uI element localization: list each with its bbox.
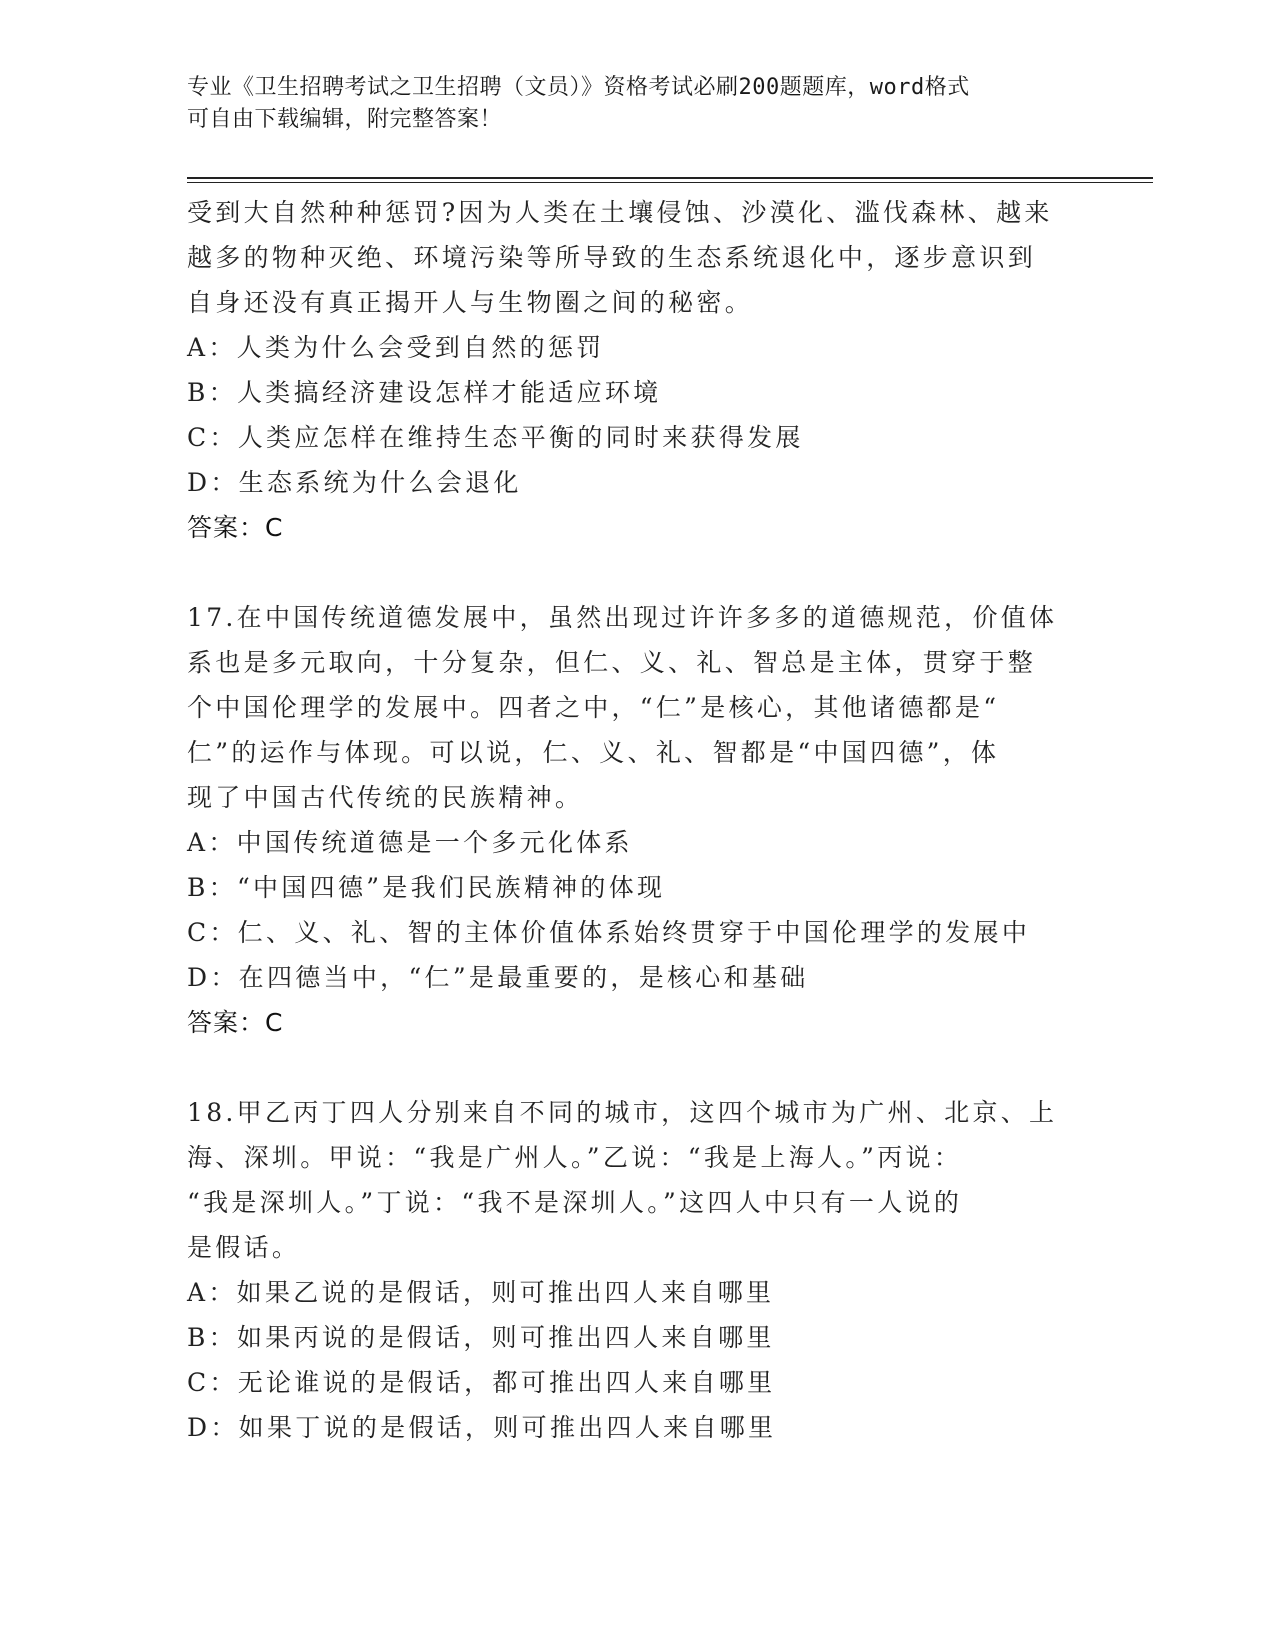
option-a: A：人类为什么会受到自然的惩罚: [187, 333, 605, 362]
option-c: C：无论谁说的是假话，都可推出四人来自哪里: [187, 1368, 776, 1397]
question-16: [187, 190, 1067, 550]
header-divider-thin: [187, 182, 1153, 183]
option-d: D：生态系统为什么会退化: [187, 468, 522, 497]
question-stem-line: 越多的物种灭绝、环境污染等所导致的生态系统退化中，逐步意识到: [187, 243, 1037, 272]
document-header: [187, 72, 1087, 136]
question-stem-line: 现了中国古代传统的民族精神。: [187, 783, 584, 812]
question-stem-line: 17.在中国传统道德发展中，虽然出现过许许多多的道德规范，价值体: [187, 603, 1058, 632]
option-d: D：如果丁说的是假话，则可推出四人来自哪里: [187, 1413, 777, 1442]
question-18: [187, 1090, 1067, 1450]
question-stem-line: 系也是多元取向，十分复杂，但仁、义、礼、智总是主体，贯穿于整: [187, 648, 1037, 677]
option-d: D：在四德当中，“仁”是最重要的，是核心和基础: [187, 963, 809, 992]
header-title-line-1: 专业《卫生招聘考试之卫生招聘（文员）》资格考试必刷200题题库，word格式: [187, 75, 970, 100]
question-stem-line: 海、深圳。甲说：“我是广州人。”乙说：“我是上海人。”丙说：: [187, 1143, 963, 1172]
spacer: [187, 1045, 1067, 1090]
question-17: [187, 595, 1067, 1045]
question-stem-line: 受到大自然种种惩罚?因为人类在土壤侵蚀、沙漠化、滥伐森林、越来: [187, 198, 1053, 227]
question-stem-line: 是假话。: [187, 1233, 301, 1262]
question-stem-line: 18.甲乙丙丁四人分别来自不同的城市，这四个城市为广州、北京、上: [187, 1098, 1058, 1127]
question-stem-line: 自身还没有真正揭开人与生物圈之间的秘密。: [187, 288, 754, 317]
option-c: C：人类应怎样在维持生态平衡的同时来获得发展: [187, 423, 804, 452]
spacer: [187, 550, 1067, 595]
answer-label: 答案：C: [187, 513, 284, 542]
document-body: [187, 190, 1067, 1450]
question-stem-line: 仁”的运作与体现。可以说，仁、义、礼、智都是“中国四德”，体: [187, 738, 1000, 767]
option-c: C：仁、义、礼、智的主体价值体系始终贯穿于中国伦理学的发展中: [187, 918, 1031, 947]
option-a: A：中国传统道德是一个多元化体系: [187, 828, 633, 857]
option-b: B：如果丙说的是假话，则可推出四人来自哪里: [187, 1323, 775, 1352]
header-title-line-2: 可自由下载编辑，附完整答案！: [187, 107, 503, 132]
option-a: A：如果乙说的是假话，则可推出四人来自哪里: [187, 1278, 775, 1307]
header-divider-thick: [187, 177, 1153, 179]
option-b: B：“中国四德”是我们民族精神的体现: [187, 873, 666, 902]
option-b: B：人类搞经济建设怎样才能适应环境: [187, 378, 662, 407]
answer-label: 答案：C: [187, 1008, 284, 1037]
question-stem-line: “我是深圳人。”丁说：“我不是深圳人。”这四人中只有一人说的: [187, 1188, 963, 1217]
question-stem-line: 个中国伦理学的发展中。四者之中，“仁”是核心，其他诸德都是“: [187, 693, 1000, 722]
